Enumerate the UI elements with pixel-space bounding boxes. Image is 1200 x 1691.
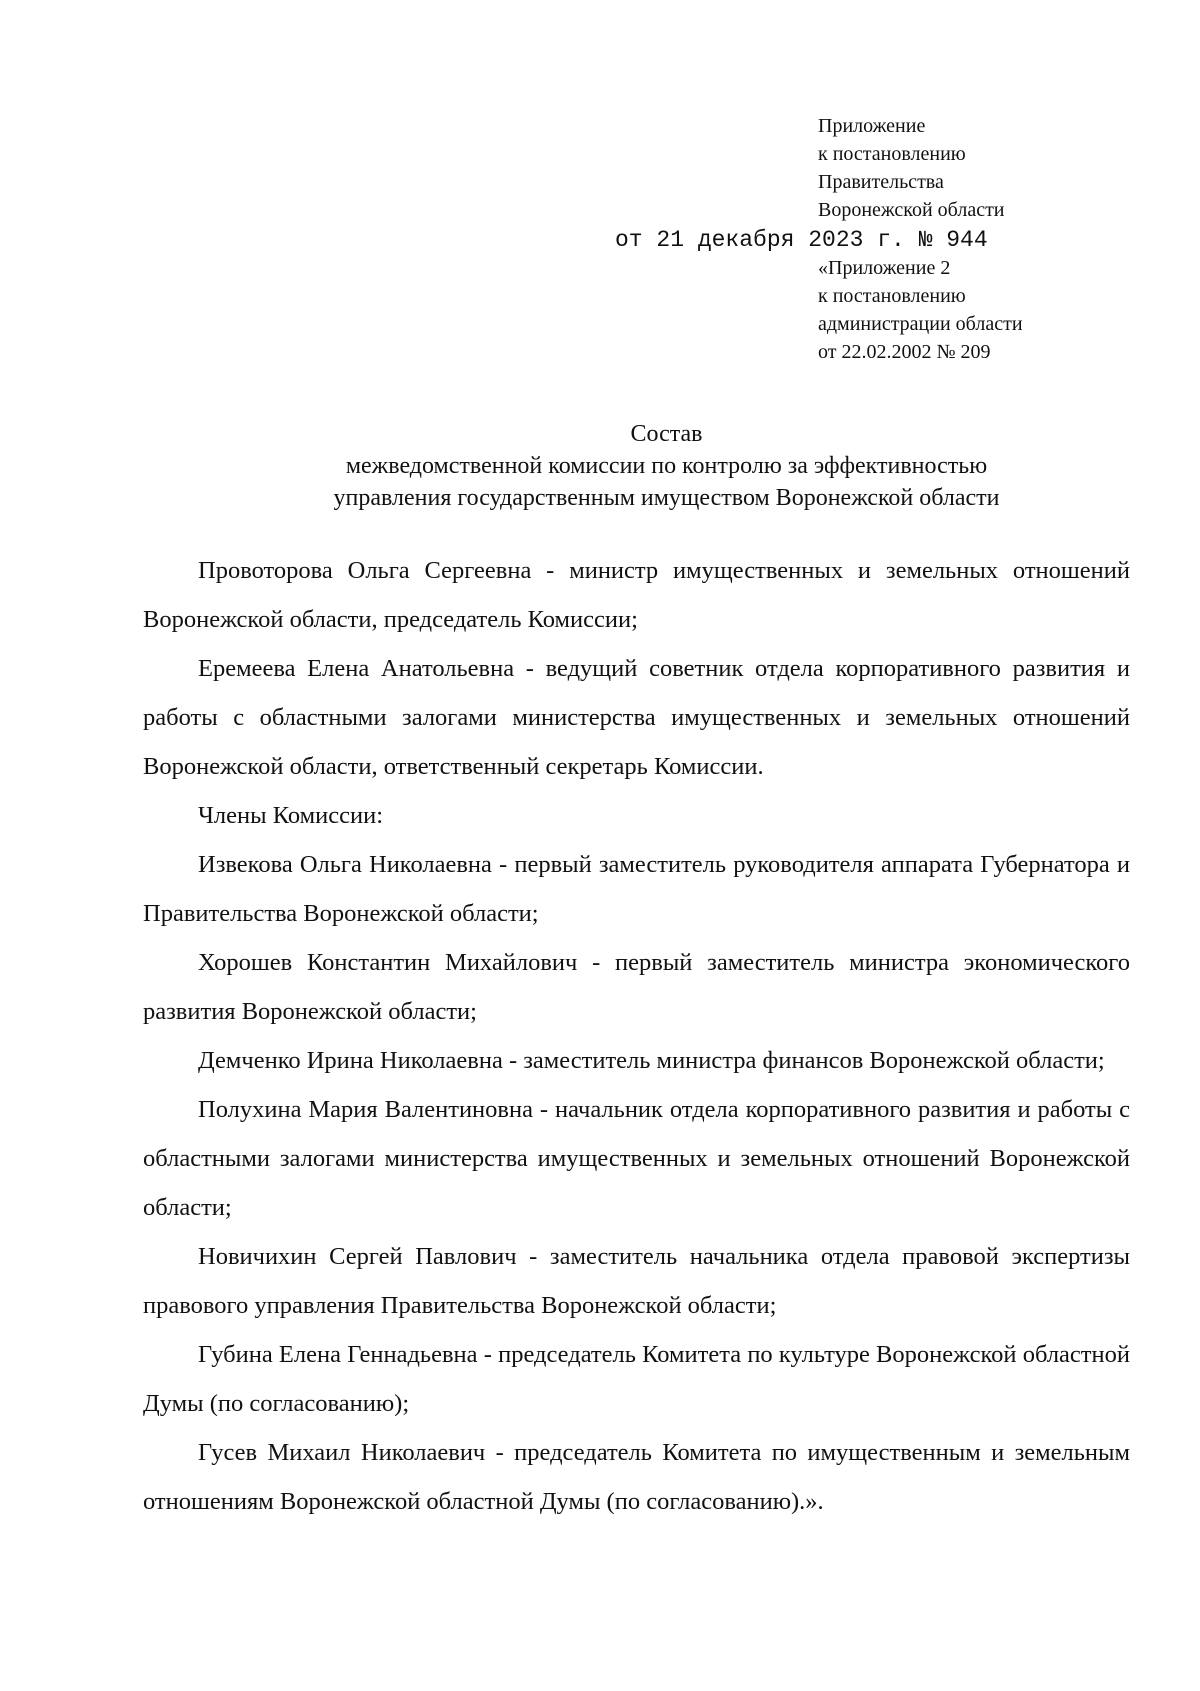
- member-item: Губина Елена Геннадьевна - председатель Комитета по культуре Воронежской областной Думы (по согласованию);: [143, 1341, 1130, 1417]
- member-item: Новичихин Сергей Павлович - заместитель начальника отдела правовой экспертизы правового управления Правительства Воронежской области;: [143, 1243, 1130, 1319]
- member-item: Гусев Михаил Николаевич - председатель Комитета по имущественным и земельным отношениям Воронежской областной Думы (по согласованию).».: [143, 1439, 1130, 1515]
- approval-line-4: Воронежской области: [818, 199, 1005, 221]
- approval-header: [818, 112, 1158, 224]
- approval-line-2: к постановлению: [818, 143, 966, 165]
- previous-approval-line-3: администрации области: [818, 313, 1023, 335]
- approval-line-1: Приложение: [818, 115, 926, 137]
- approval-line-3: Правительства: [818, 171, 944, 193]
- member-item: Полухина Мария Валентиновна - начальник отдела корпоративного развития и работы с областными залогами министерства имущественных и земельных отношений Воронежской области;: [143, 1096, 1130, 1221]
- member-item: Хорошев Константин Михайлович - первый заместитель министра экономического развития Воронежской области;: [143, 949, 1130, 1025]
- title-line-1: Состав: [630, 421, 703, 447]
- decree-date-number-stamp: от 21 декабря 2023 г. № 944: [615, 227, 988, 253]
- member-secretary: Еремеева Елена Анатольевна - ведущий советник отдела корпоративного развития и работы с областными залогами министерства имущественных и земельных отношений Воронежской области, ответственный секретарь Комиссии.: [143, 655, 1130, 780]
- title-line-2: межведомственной комиссии по контролю за эффективностью: [345, 453, 988, 479]
- member-item: Демченко Ирина Николаевна - заместитель министра финансов Воронежской области;: [198, 1047, 1105, 1074]
- previous-approval-line-2: к постановлению: [818, 285, 966, 307]
- previous-approval-header: [818, 254, 1158, 366]
- previous-approval-line-4: от 22.02.2002 № 209: [818, 341, 991, 363]
- document-title: [143, 418, 1190, 514]
- members-heading: Члены Комиссии:: [198, 802, 384, 829]
- previous-approval-line-1: «Приложение 2: [818, 257, 951, 279]
- title-line-3: управления государственным имуществом Воронежской области: [333, 485, 1000, 511]
- member-item: Извекова Ольга Николаевна - первый заместитель руководителя аппарата Губернатора и Правительства Воронежской области;: [143, 851, 1130, 927]
- commission-members-list: [143, 546, 1130, 1526]
- member-chairman: Провоторова Ольга Сергеевна - министр имущественных и земельных отношений Воронежской области, председатель Комиссии;: [143, 557, 1130, 633]
